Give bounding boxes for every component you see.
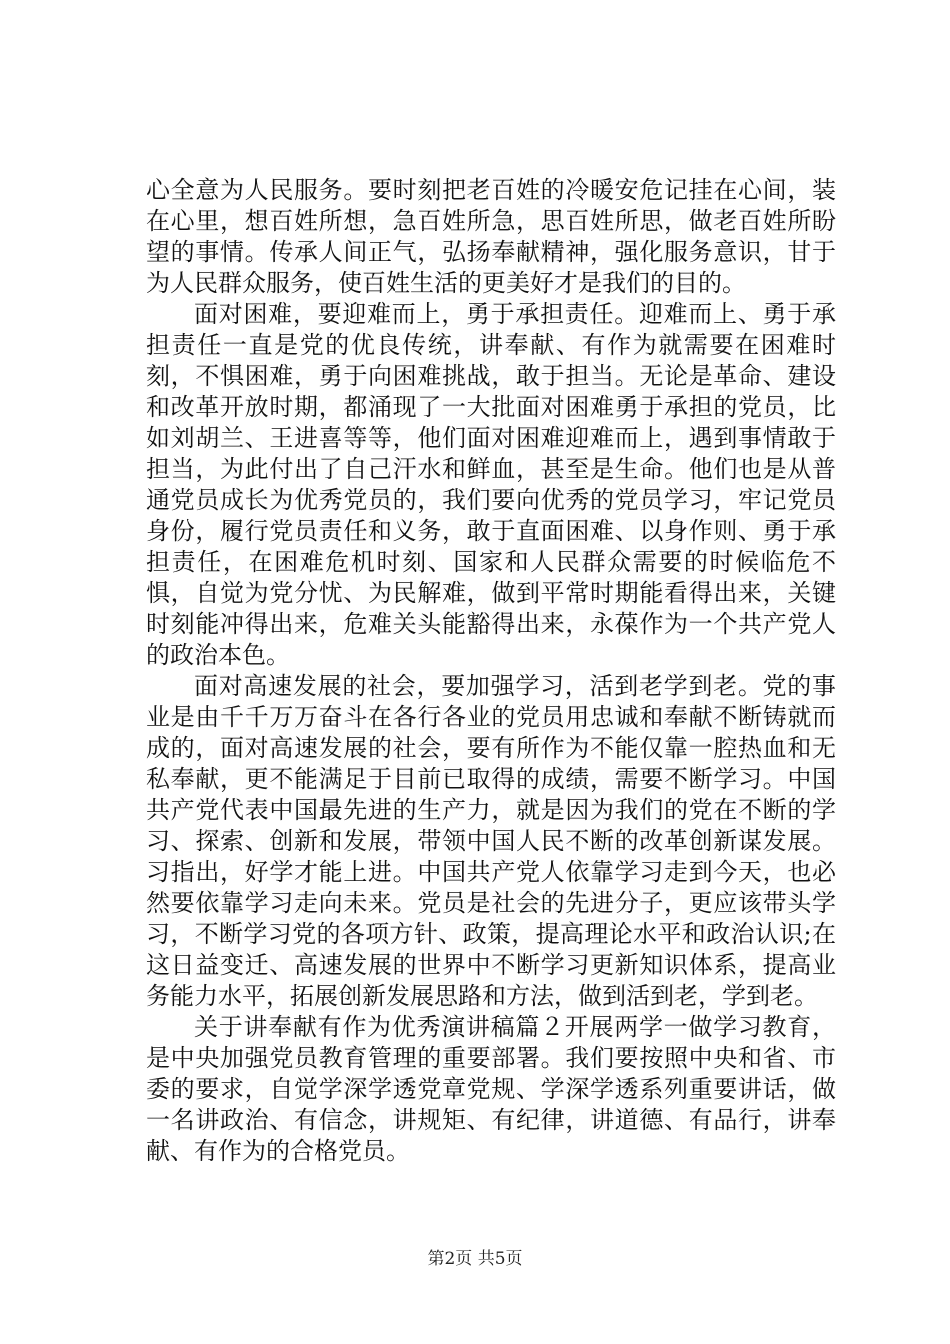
document-body: [146, 175, 836, 1167]
paragraph-3: 面对高速发展的社会，要加强学习，活到老学到老。党的事业是由千千万万奋斗在各行各业的党员用忠诚和奉献不断铸就而成的，面对高速发展的社会，要有所作为不能仅靠一腔热血和无私奉献，更不能满足于目前已取得的成绩，需要不断学习。中国共产党代表中国最先进的生产力，就是因为我们的党在不断的学习、探索、创新和发展，带领中国人民不断的改革创新谋发展。习指出，好学才能上进。中国共产党人依靠学习走到今天，也必然要依靠学习走向未来。党员是社会的先进分子，更应该带头学习，不断学习党的各项方针、政策，提高理论水平和政治认识;在这日益变迁、高速发展的世界中不断学习更新知识体系，提高业务能力水平，拓展创新发展思路和方法，做到活到老，学到老。: [146, 672, 836, 1010]
paragraph-2: 面对困难，要迎难而上，勇于承担责任。迎难而上、勇于承担责任一直是党的优良传统，讲奉献、有作为就需要在困难时刻，不惧困难，勇于向困难挑战，敢于担当。无论是革命、建设和改革开放时期，都涌现了一大批面对困难勇于承担的党员，比如刘胡兰、王进喜等等，他们面对困难迎难而上，遇到事情敢于担当，为此付出了自己汗水和鲜血，甚至是生命。他们也是从普通党员成长为优秀党员的，我们要向优秀的党员学习，牢记党员身份，履行党员责任和义务，敢于直面困难、以身作则、勇于承担责任，在困难危机时刻、国家和人民群众需要的时候临危不惧，自觉为党分忧、为民解难，做到平常时期能看得出来，关键时刻能冲得出来，危难关头能豁得出来，永葆作为一个共产党人的政治本色。: [146, 300, 836, 669]
page-number-label: 第2页 共5页: [427, 1249, 523, 1269]
page-footer: [0, 1248, 950, 1270]
paragraph-1: 心全意为人民服务。要时刻把老百姓的冷暖安危记挂在心间，装在心里，想百姓所想，急百姓所急，思百姓所思，做老百姓所盼望的事情。传承人间正气，弘扬奉献精神，强化服务意识，甘于为人民群众服务，使百姓生活的更美好才是我们的目的。: [146, 176, 836, 297]
paragraph-4: 关于讲奉献有作为优秀演讲稿篇２开展两学一做学习教育，是中央加强党员教育管理的重要部署。我们要按照中央和省、市委的要求，自觉学深学透党章党规、学深学透系列重要讲话，做一名讲政治、有信念，讲规矩、有纪律，讲道德、有品行，讲奉献、有作为的合格党员。: [146, 1013, 836, 1165]
